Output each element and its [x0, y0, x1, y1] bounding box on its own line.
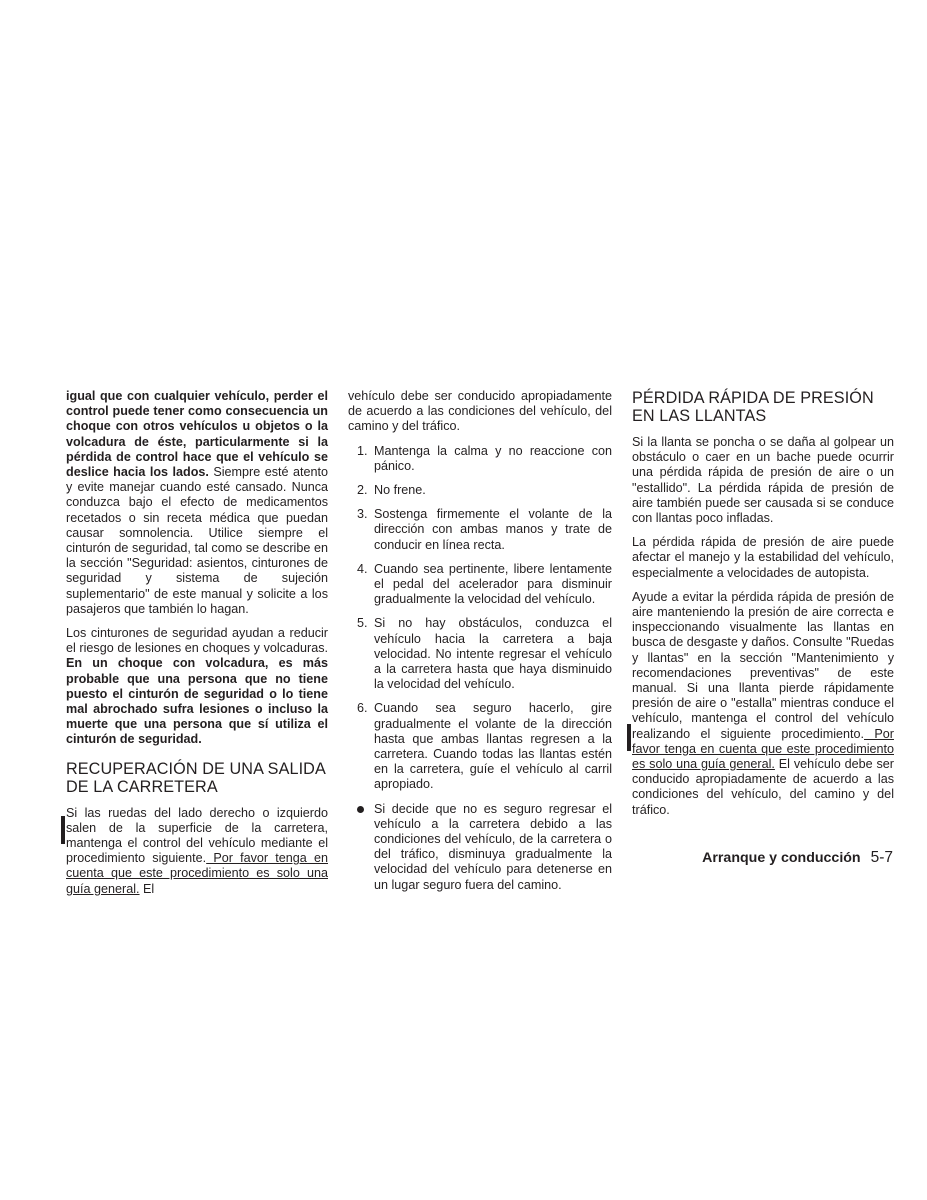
- body-text: Si las ruedas del lado derecho o izquierdo salen de la superficie de la carretera, mantenga el control del vehículo mediante el procedimiento siguiente.: [66, 805, 328, 866]
- step-text: Sostenga firmemente el volante de la dirección con ambas manos y trate de conducir en línea recta.: [374, 507, 612, 552]
- column-middle: [348, 389, 612, 902]
- paragraph-prevention: [632, 590, 894, 818]
- procedure-steps: [348, 444, 612, 893]
- step-item: [348, 483, 612, 498]
- step-number: 4.: [357, 561, 368, 576]
- section-heading-road-departure: RECUPERACIÓN DE UNA SALIDA DE LA CARRETERA: [66, 759, 325, 796]
- step-number: 5.: [357, 616, 368, 631]
- step-item: [348, 616, 612, 692]
- paragraph-tire-blowout: Si la llanta se poncha o se daña al golpear un obstáculo o caer en un bache puede ocurrir una pérdida rápida de presión de aire o un "estallido". La pérdida rápida de presión de aire también puede ser causada si se conduce con llantas poco infladas.: [632, 435, 894, 526]
- paragraph-road-departure: [66, 806, 328, 897]
- step-text: Mantenga la calma y no reaccione con pánico.: [374, 443, 612, 473]
- column-right: [632, 389, 894, 827]
- column-left: [66, 389, 328, 906]
- body-text: Ayude a evitar la pérdida rápida de presión de aire manteniendo la presión de aire correcta e inspeccionando visualmente las llantas en busca de desgaste y daños. Consulte "Ruedas y llantas" en la sección "Mantenimiento y recomendaciones preventivas" de este manual. Si una llanta pierde rápidamente presión de aire o "estalla" mientras conduce el vehículo, mantenga el control del vehículo realizando el siguiente procedimiento.: [632, 589, 894, 741]
- bullet-item: [348, 802, 612, 893]
- paragraph-seatbelts: [66, 626, 328, 748]
- bold-warning-text: igual que con cualquier vehículo, perder el control puede tener como consecuencia un choque con otros vehículos u objetos o la volcadura de éste, particularmente si la pérdida de control hace que el vehículo se deslice hacia los lados.: [66, 389, 328, 480]
- bullet-text: Si decide que no es seguro regresar el vehículo a la carretera debido a las condiciones del vehículo, de la carretera o del tráfico, disminuya gradualmente la velocidad del vehículo para detenerse en un lugar seguro fuera del camino.: [374, 801, 612, 892]
- step-text: Si no hay obstáculos, conduzca el vehículo hacia la carretera a baja velocidad. No intente regresar el vehículo a la carretera hasta que haya disminuido la velocidad del vehículo.: [374, 616, 612, 692]
- body-text: El: [139, 881, 155, 896]
- step-item: [348, 701, 612, 792]
- body-text: Los cinturones de seguridad ayudan a reducir el riesgo de lesiones en choques y volcaduras.: [66, 626, 328, 656]
- body-text: El vehículo debe ser conducido apropiadamente de acuerdo a las condiciones del vehículo, del camino y del tráfico.: [632, 757, 894, 817]
- revision-bar-right: [627, 724, 631, 751]
- bullet-dot-icon: [357, 806, 364, 813]
- underlined-note: Por favor tenga en cuenta que este procedimiento es solo una guía general.: [66, 851, 328, 896]
- section-heading-tire-pressure-loss: PÉRDIDA RÁPIDA DE PRESIÓN EN LAS LLANTAS: [632, 389, 874, 425]
- step-item: [348, 562, 612, 608]
- step-number: 3.: [357, 507, 368, 522]
- paragraph-handling: La pérdida rápida de presión de aire puede afectar el manejo y la estabilidad del vehículo, especialmente a velocidades de autopista.: [632, 535, 894, 580]
- step-number: 6.: [357, 701, 368, 716]
- bold-warning-text: En un choque con volcadura, es más probable que una persona que no tiene puesto el cinturón de seguridad o lo tiene mal abrochado sufra lesiones o incluso la muerte que una persona que sí utiliza el cinturón de seguridad.: [66, 656, 328, 747]
- step-item: [348, 444, 612, 474]
- step-text: Cuando sea seguro hacerlo, gire gradualmente el volante de la dirección hasta que ambas llantas regresen a la carretera. Cuando todas las llantas estén en la carretera, guíe el vehículo al carril apropiado.: [374, 701, 612, 792]
- revision-bar-left: [61, 816, 65, 844]
- underlined-note: Por favor tenga en cuenta que este procedimiento es solo una guía general.: [632, 726, 894, 772]
- step-text: No frene.: [374, 483, 426, 498]
- step-number: 2.: [357, 483, 368, 498]
- footer-section-title: Arranque y conducción: [702, 850, 861, 866]
- page-number: 5-7: [870, 849, 893, 866]
- page-footer: [702, 849, 893, 867]
- paragraph-continued: vehículo debe ser conducido apropiadamente de acuerdo a las condiciones del vehículo, del camino y del tráfico.: [348, 389, 612, 434]
- paragraph-warning-control: [66, 389, 328, 617]
- step-text: Cuando sea pertinente, libere lentamente el pedal del acelerador para disminuir gradualmente la velocidad del vehículo.: [374, 561, 612, 607]
- step-item: [348, 507, 612, 553]
- body-text: Siempre esté atento y evite manejar cuando esté cansado. Nunca conduzca bajo el efecto de medicamentos recetados o sin receta médica que puedan causar somnolencia. Utilice siempre el cinturón de seguridad, tal como se describe en la sección "Seguridad: asientos, cinturones de seguridad y sistema de sujeción suplementario" de este manual y solicite a los pasajeros que también lo hagan.: [66, 465, 328, 616]
- step-number: 1.: [357, 443, 368, 458]
